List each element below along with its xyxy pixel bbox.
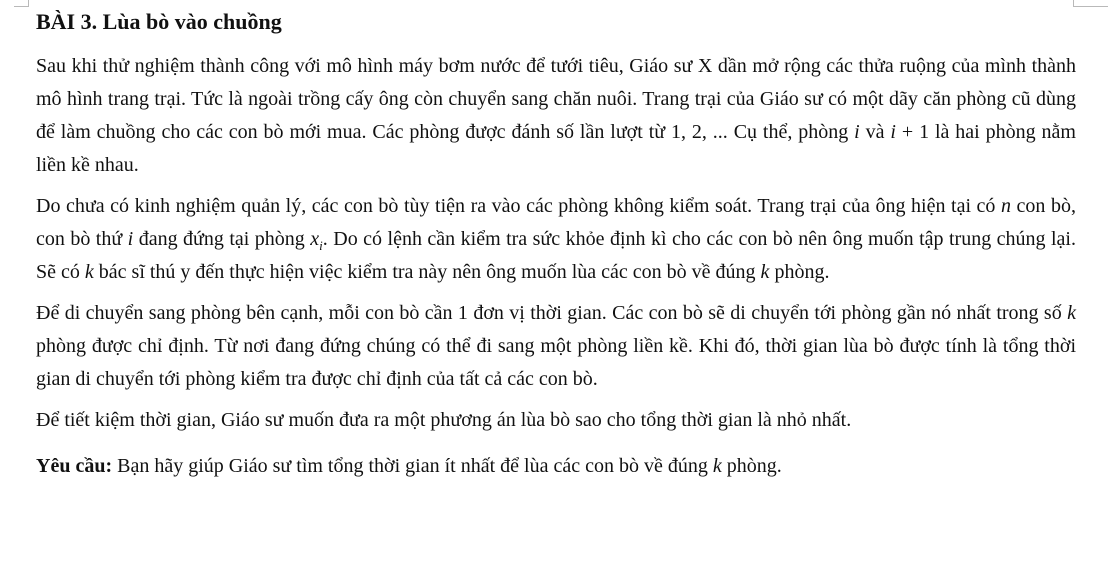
math-var: k (84, 261, 94, 283)
page-corner-mark-left (14, 0, 29, 7)
document-body (36, 6, 1076, 496)
text: . Do có lệnh cần kiểm tra sức khỏe định kì cho các con bò nên ông muốn tập trung chúng lại. Sẽ có (36, 228, 1076, 283)
text: + 1 là hai phòng nằm liền kề nhau. (36, 121, 1076, 176)
text: Sau khi thử nghiệm thành công với mô hình máy bơm nước để tưới tiêu, Giáo sư X dần mở rộng các thửa ruộng của mình thành mô hình trang trại. Tức là ngoài trồng cấy ông còn chuyển sang chăn nuôi. Trang trại của Giáo sư có một dãy căn phòng cũ dùng để làm chuồng cho các con bò mới mua. Các phòng được đánh số lần lượt từ 1, 2, ... Cụ thể, phòng (36, 55, 1076, 143)
page-corner-mark-right (1073, 0, 1108, 7)
math-var-x-sub-i (310, 228, 323, 253)
text: Để di chuyển sang phòng bên cạnh, mỗi con bò cần 1 đơn vị thời gian. Các con bò sẽ di chuyển tới phòng gần nó nhất trong số (36, 302, 1068, 324)
text: bác sĩ thú y đến thực hiện việc kiểm tra này nên ông muốn lùa các con bò về đúng (93, 261, 761, 283)
math-var: i (127, 228, 134, 250)
math-var: n (1001, 195, 1011, 217)
math-base: x (310, 228, 320, 250)
text: Để tiết kiệm thời gian, Giáo sư muốn đưa ra một phương án lùa bò sao cho tổng thời gian là nhỏ nhất. (36, 409, 852, 431)
text: phòng. (769, 261, 830, 283)
paragraph-movement (36, 297, 1076, 396)
math-var: i (854, 121, 860, 143)
text: Bạn hãy giúp Giáo sư tìm tổng thời gian ít nhất để lùa các con bò về đúng (112, 455, 713, 477)
text: con bò, con bò thứ (36, 195, 1076, 250)
paragraph-cows (36, 190, 1076, 289)
paragraph-requirement (36, 450, 1076, 483)
math-var: i (890, 121, 896, 143)
math-var: k (760, 261, 770, 283)
requirement-label: Yêu cầu: (36, 455, 113, 477)
paragraph-intro (36, 50, 1076, 182)
problem-title: BÀI 3. Lùa bò vào chuồng (36, 9, 282, 34)
math-var: k (1067, 302, 1076, 324)
paragraph-goal (36, 404, 1076, 437)
text: đang đứng tại phòng (133, 228, 311, 250)
text: Do chưa có kinh nghiệm quản lý, các con bò tùy tiện ra vào các phòng không kiểm soát. Trang trại của ông hiện tại có (36, 195, 1001, 217)
math-subscript: i (319, 238, 323, 253)
text: và (859, 121, 891, 143)
math-var: k (712, 455, 722, 477)
text: phòng. (721, 455, 782, 477)
text: phòng được chỉ định. Từ nơi đang đứng chúng có thể đi sang một phòng liền kề. Khi đó, thời gian lùa bò được tính là tổng thời gian di chuyển tới phòng kiểm tra được chỉ định của tất cả các con bò. (36, 335, 1076, 390)
